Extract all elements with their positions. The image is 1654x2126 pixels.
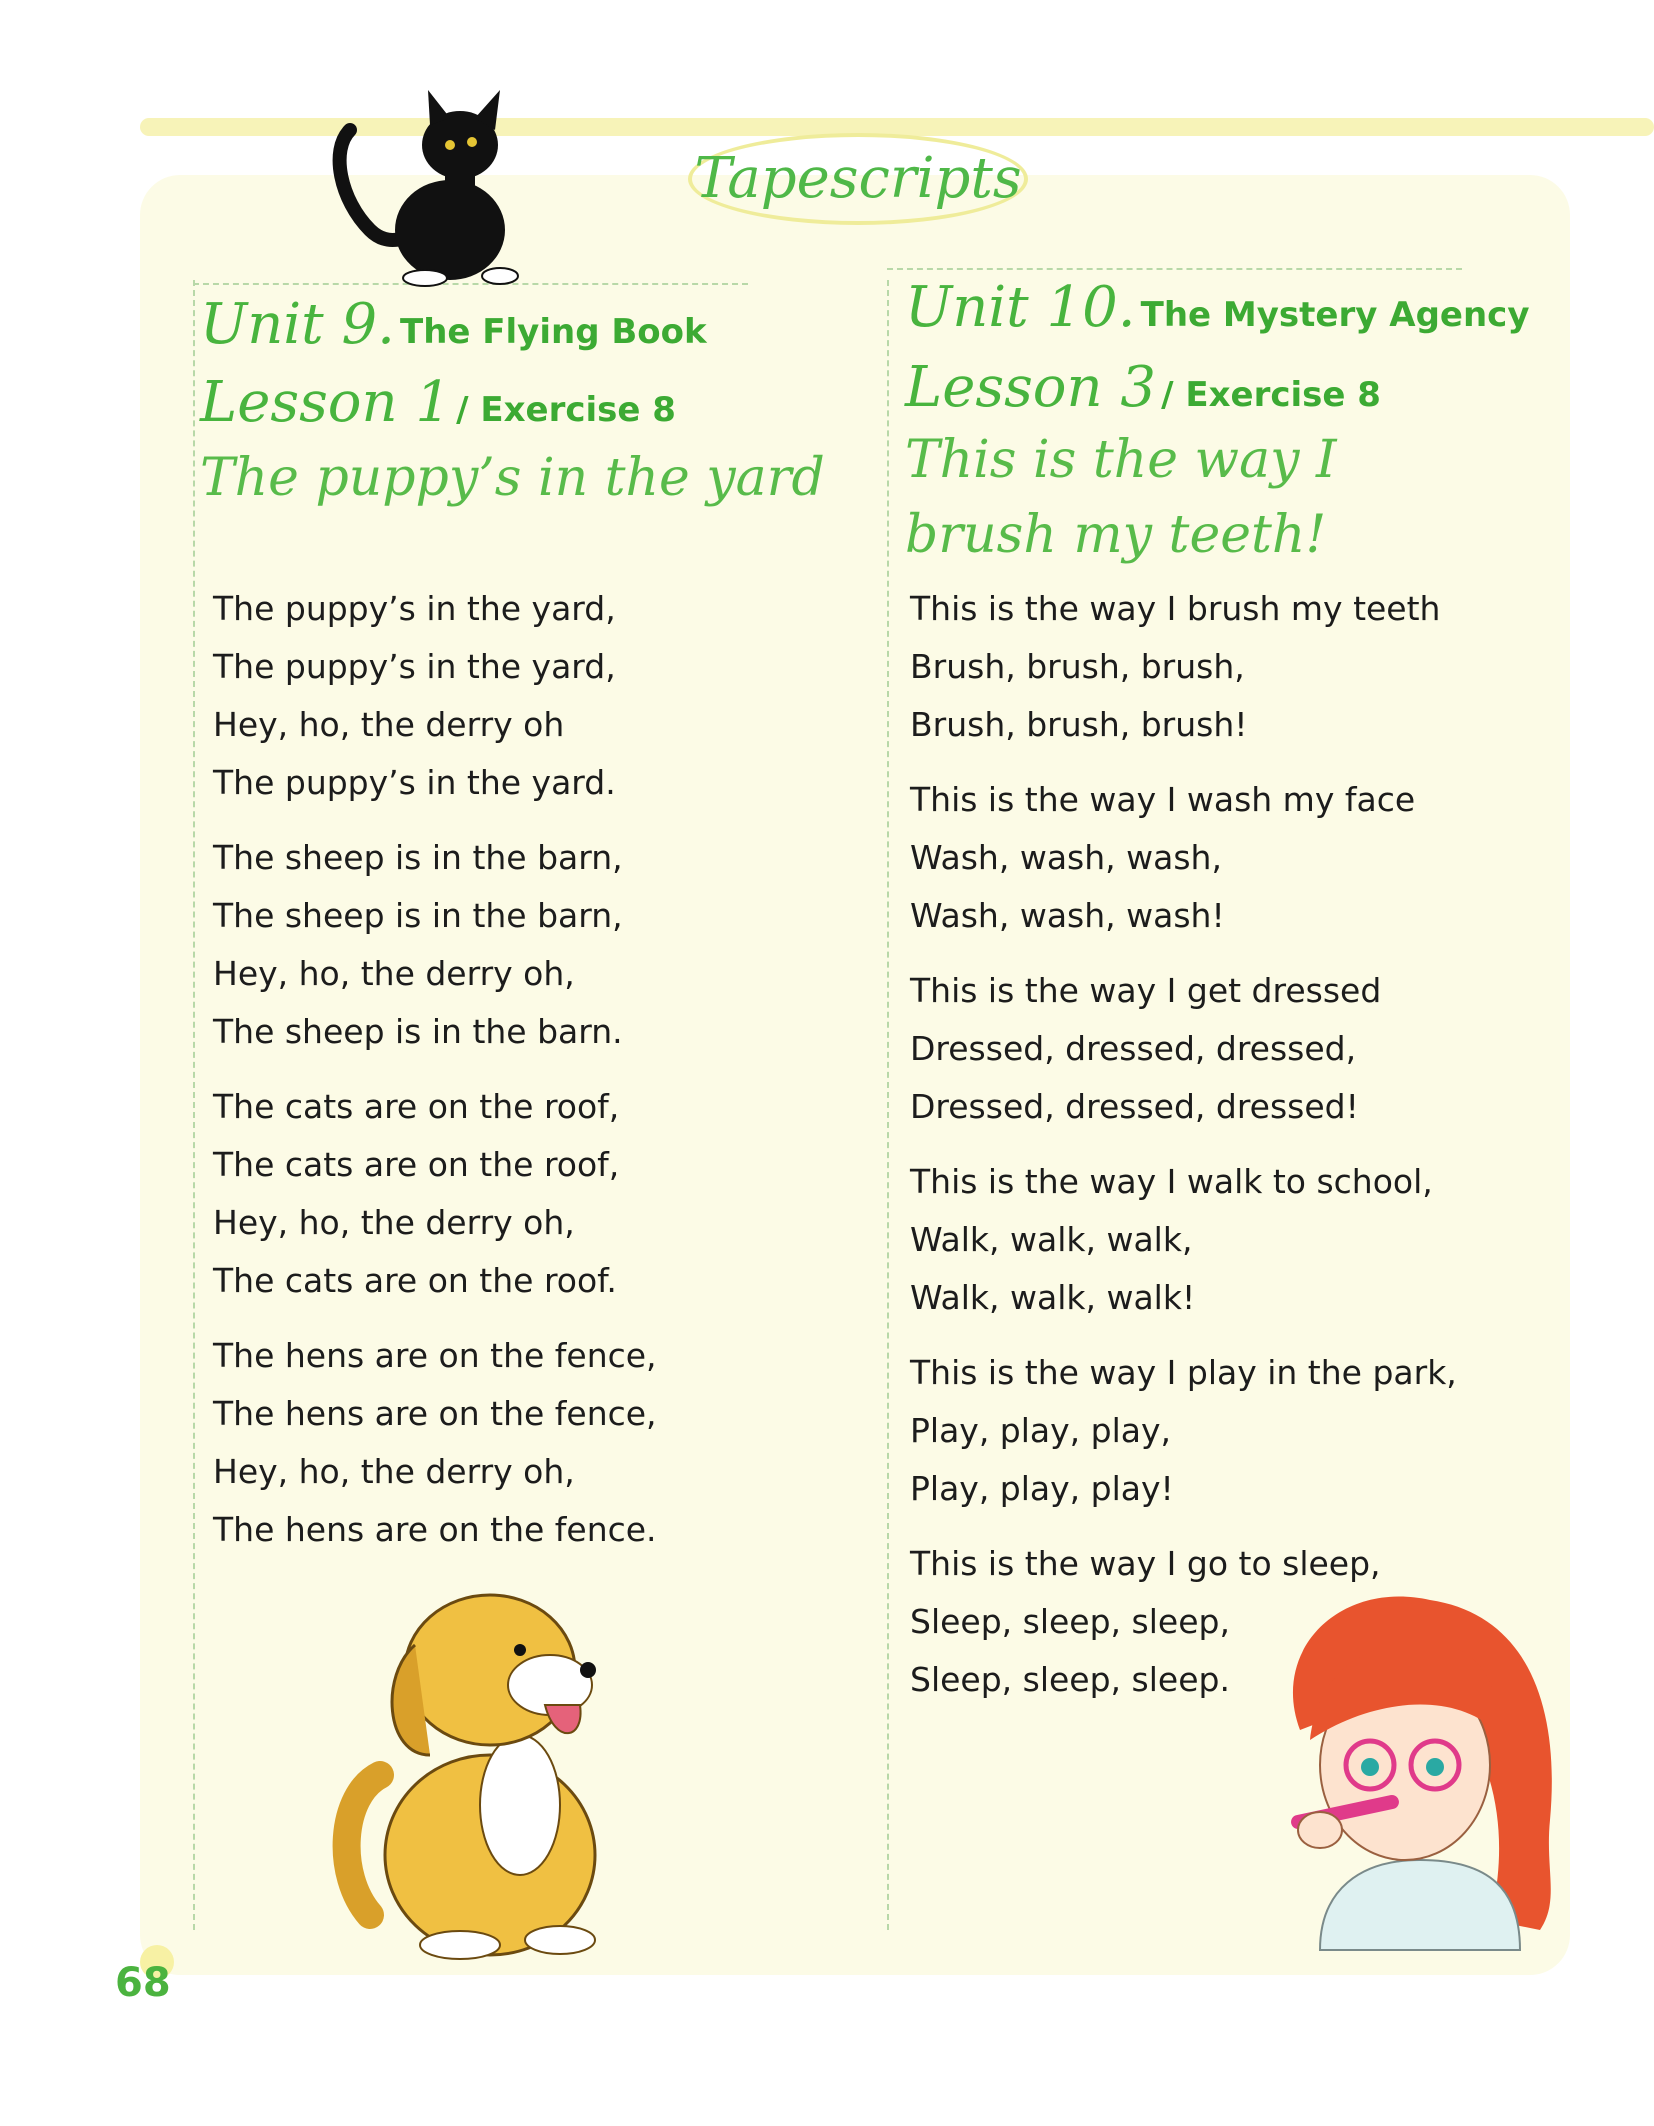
lesson-3-exercise: / Exercise 8 (1161, 375, 1381, 415)
verse-line: Dressed, dressed, dressed, (910, 1029, 1357, 1068)
verse-line: Wash, wash, wash! (910, 896, 1225, 935)
verse-line: Hey, ho, the derry oh, (213, 1452, 575, 1491)
unit-10-label: Unit 10. (905, 275, 1136, 340)
unit-10-name: The Mystery Agency (1140, 295, 1530, 335)
verse-line: Hey, ho, the derry oh, (213, 954, 575, 993)
right-column-rule (887, 280, 889, 1930)
verse-line: This is the way I wash my face (910, 780, 1416, 819)
lesson-1-exercise: / Exercise 8 (456, 390, 676, 430)
unit-9-heading (200, 292, 707, 357)
cat-illustration (330, 90, 540, 290)
verse-line: Walk, walk, walk! (910, 1278, 1196, 1317)
left-stanza-2 (213, 829, 623, 1061)
page-number: 68 (115, 1960, 171, 2006)
verse-line: Dressed, dressed, dressed! (910, 1087, 1359, 1126)
verse-line: This is the way I walk to school, (910, 1162, 1433, 1201)
left-stanza-3 (213, 1078, 619, 1310)
right-stanza-5 (910, 1344, 1457, 1518)
lesson-1-label: Lesson 1 (200, 370, 452, 435)
puppy-illustration (320, 1585, 680, 1965)
left-stanza-1 (213, 580, 616, 812)
left-column-rule (193, 280, 195, 1930)
verse-line: The cats are on the roof, (213, 1145, 620, 1184)
unit-9-label: Unit 9. (200, 292, 395, 357)
verse-line: Hey, ho, the derry oh (213, 705, 565, 744)
verse-line: The hens are on the fence. (213, 1510, 657, 1549)
verse-line: The puppy’s in the yard, (213, 589, 616, 628)
verse-line: This is the way I brush my teeth (910, 589, 1441, 628)
verse-line: This is the way I go to sleep, (910, 1544, 1381, 1583)
verse-line: The hens are on the fence, (213, 1394, 657, 1433)
verse-line: The sheep is in the barn. (213, 1012, 623, 1051)
verse-line: Sleep, sleep, sleep. (910, 1660, 1230, 1699)
song-title-teeth-line2: brush my teeth! (905, 505, 1327, 565)
verse-line: Walk, walk, walk, (910, 1220, 1193, 1259)
unit-9-name: The Flying Book (400, 312, 707, 352)
verse-line: This is the way I play in the park, (910, 1353, 1457, 1392)
verse-line: The cats are on the roof. (213, 1261, 617, 1300)
lesson-3-heading (905, 355, 1381, 420)
verse-line: Brush, brush, brush! (910, 705, 1248, 744)
right-top-rule (887, 268, 1462, 270)
verse-line: Play, play, play, (910, 1411, 1172, 1450)
verse-line: Play, play, play! (910, 1469, 1174, 1508)
verse-line: This is the way I get dressed (910, 971, 1382, 1010)
song-title-teeth-line1: This is the way I (905, 430, 1337, 490)
verse-line: Brush, brush, brush, (910, 647, 1245, 686)
right-stanza-1 (910, 580, 1440, 754)
lesson-1-heading (200, 370, 676, 435)
song-title-puppy: The puppy’s in the yard (200, 448, 825, 508)
right-stanza-2 (910, 771, 1415, 945)
girl-brushing-illustration (1260, 1590, 1580, 1960)
verse-line: The hens are on the fence, (213, 1336, 657, 1375)
verse-line: The sheep is in the barn, (213, 838, 623, 877)
lesson-3-label: Lesson 3 (905, 355, 1157, 420)
verse-line: Wash, wash, wash, (910, 838, 1222, 877)
verse-line: The sheep is in the barn, (213, 896, 623, 935)
verse-line: The puppy’s in the yard, (213, 647, 616, 686)
verse-line: Sleep, sleep, sleep, (910, 1602, 1230, 1641)
verse-line: The cats are on the roof, (213, 1087, 620, 1126)
right-stanza-4 (910, 1153, 1433, 1327)
unit-10-heading (905, 275, 1529, 340)
right-stanza-3 (910, 962, 1381, 1136)
verse-line: Hey, ho, the derry oh, (213, 1203, 575, 1242)
verse-line: The puppy’s in the yard. (213, 763, 616, 802)
left-stanza-4 (213, 1327, 657, 1559)
page-title: Tapescripts (694, 146, 1022, 211)
